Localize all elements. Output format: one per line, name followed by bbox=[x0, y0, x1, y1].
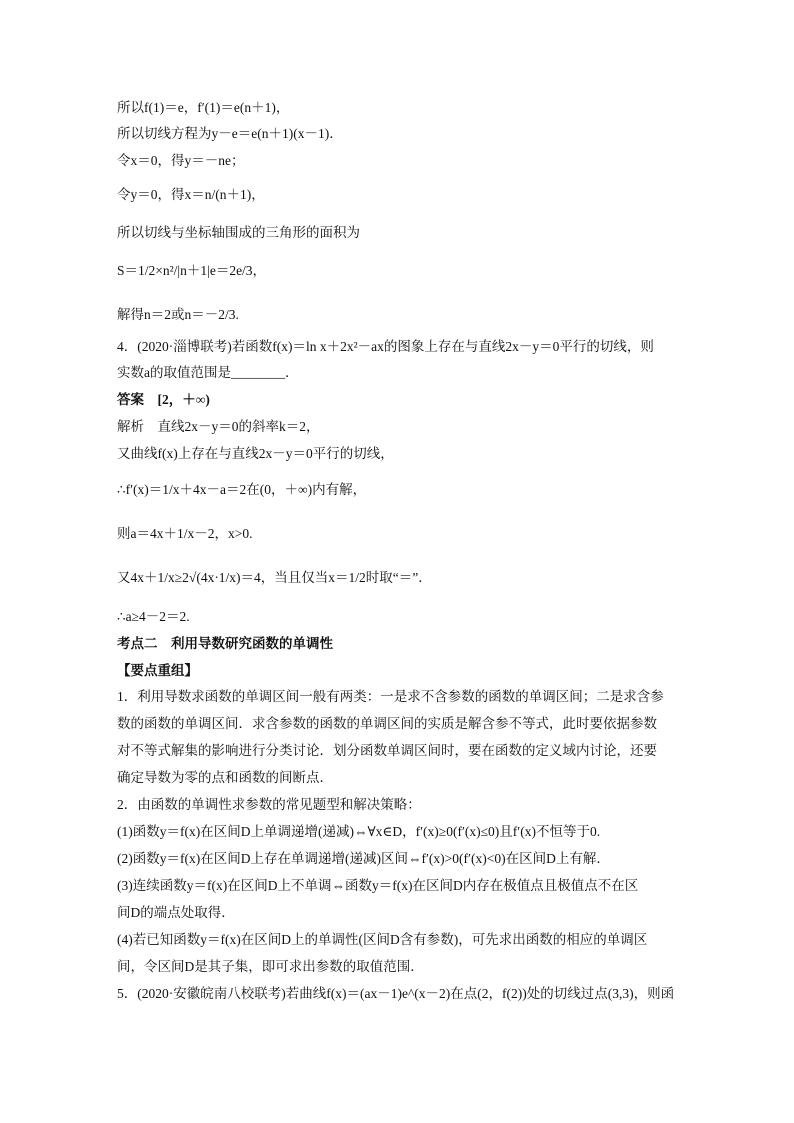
text-line: 间，令区间D是其子集，即可求出参数的取值范围． bbox=[117, 959, 424, 974]
text-line: 确定导数为零的点和函数的间断点． bbox=[117, 770, 333, 785]
text-line: ∴f′(x)＝1/x＋4x－a＝2在(0，＋∞)内有解， bbox=[117, 482, 367, 497]
text-line: ∴a≥4－2＝2. bbox=[117, 609, 190, 624]
text-line: 令x＝0，得y＝－ne； bbox=[117, 153, 245, 168]
text-line: 令y＝0，得x＝n/(n＋1)， bbox=[117, 187, 265, 202]
question-5-line: 5．(2020·安徽皖南八校联考)若曲线f(x)＝(ax－1)e^(x－2)在点(2，f(2))处的切线过点(3,3)，则函 bbox=[117, 986, 675, 1001]
text-line: (1)函数y＝f(x)在区间D上单调递增(递减)⇔∀x∈D，f′(x)≥0(f′(x)≤0)且f′(x)不恒等于0. bbox=[117, 824, 601, 839]
text-line: S＝1/2×n²/|n＋1|e＝2e/3， bbox=[117, 263, 267, 278]
text-line: (4)若已知函数y＝f(x)在区间D上的单调性(区间D含有参数)，可先求出函数的相应的单调区 bbox=[117, 932, 648, 947]
text-line: 所以f(1)＝e，f′(1)＝e(n＋1)， bbox=[117, 100, 290, 115]
text-line: 又4x＋1/x≥2√(4x·1/x)＝4，当且仅当x＝1/2时取“＝”． bbox=[117, 570, 432, 585]
key-points-heading: 【要点重组】 bbox=[117, 663, 198, 678]
text-line: 间D的端点处取得． bbox=[117, 905, 235, 920]
text-line: 2．由函数的单调性求参数的常见题型和解决策略： bbox=[117, 797, 421, 812]
text-line: 解得n＝2或n＝－2/3. bbox=[117, 307, 239, 322]
text-line: 则a＝4x＋1/x－2，x>0. bbox=[117, 526, 253, 541]
answer-line: 答案 [2，＋∞) bbox=[117, 392, 210, 407]
text-line: (2)函数y＝f(x)在区间D上存在单调递增(递减)区间⇔f′(x)>0(f′(x)<0)在区间D上有解． bbox=[117, 851, 610, 866]
text-line: 对不等式解集的影响进行分类讨论．划分函数单调区间时，要在函数的定义域内讨论，还要 bbox=[117, 743, 657, 758]
analysis-line: 解析 直线2x－y＝0的斜率k＝2， bbox=[117, 419, 320, 434]
question-4-line-2: 实数a的取值范围是________． bbox=[117, 365, 299, 380]
text-line: 所以切线方程为y－e＝e(n＋1)(x－1)． bbox=[117, 126, 343, 141]
text-line: 又曲线f(x)上存在与直线2x－y＝0平行的切线， bbox=[117, 446, 394, 461]
text-line: (3)连续函数y＝f(x)在区间D上不单调⇔函数y＝f(x)在区间D内存在极值点且极值点不在区 bbox=[117, 878, 639, 893]
text-line: 数的函数的单调区间．求含参数的函数的单调区间的实质是解含参不等式，此时要依据参数 bbox=[117, 716, 657, 731]
section-heading: 考点二 利用导数研究函数的单调性 bbox=[117, 636, 333, 651]
question-4-line-1: 4．(2020·淄博联考)若函数f(x)＝ln x＋2x²－ax的图象上存在与直线2x－y＝0平行的切线，则 bbox=[117, 339, 654, 354]
text-line: 所以切线与坐标轴围成的三角形的面积为 bbox=[117, 225, 360, 240]
text-line: 1．利用导数求函数的单调区间一般有两类：一是求不含参数的函数的单调区间；二是求含参 bbox=[117, 689, 664, 704]
